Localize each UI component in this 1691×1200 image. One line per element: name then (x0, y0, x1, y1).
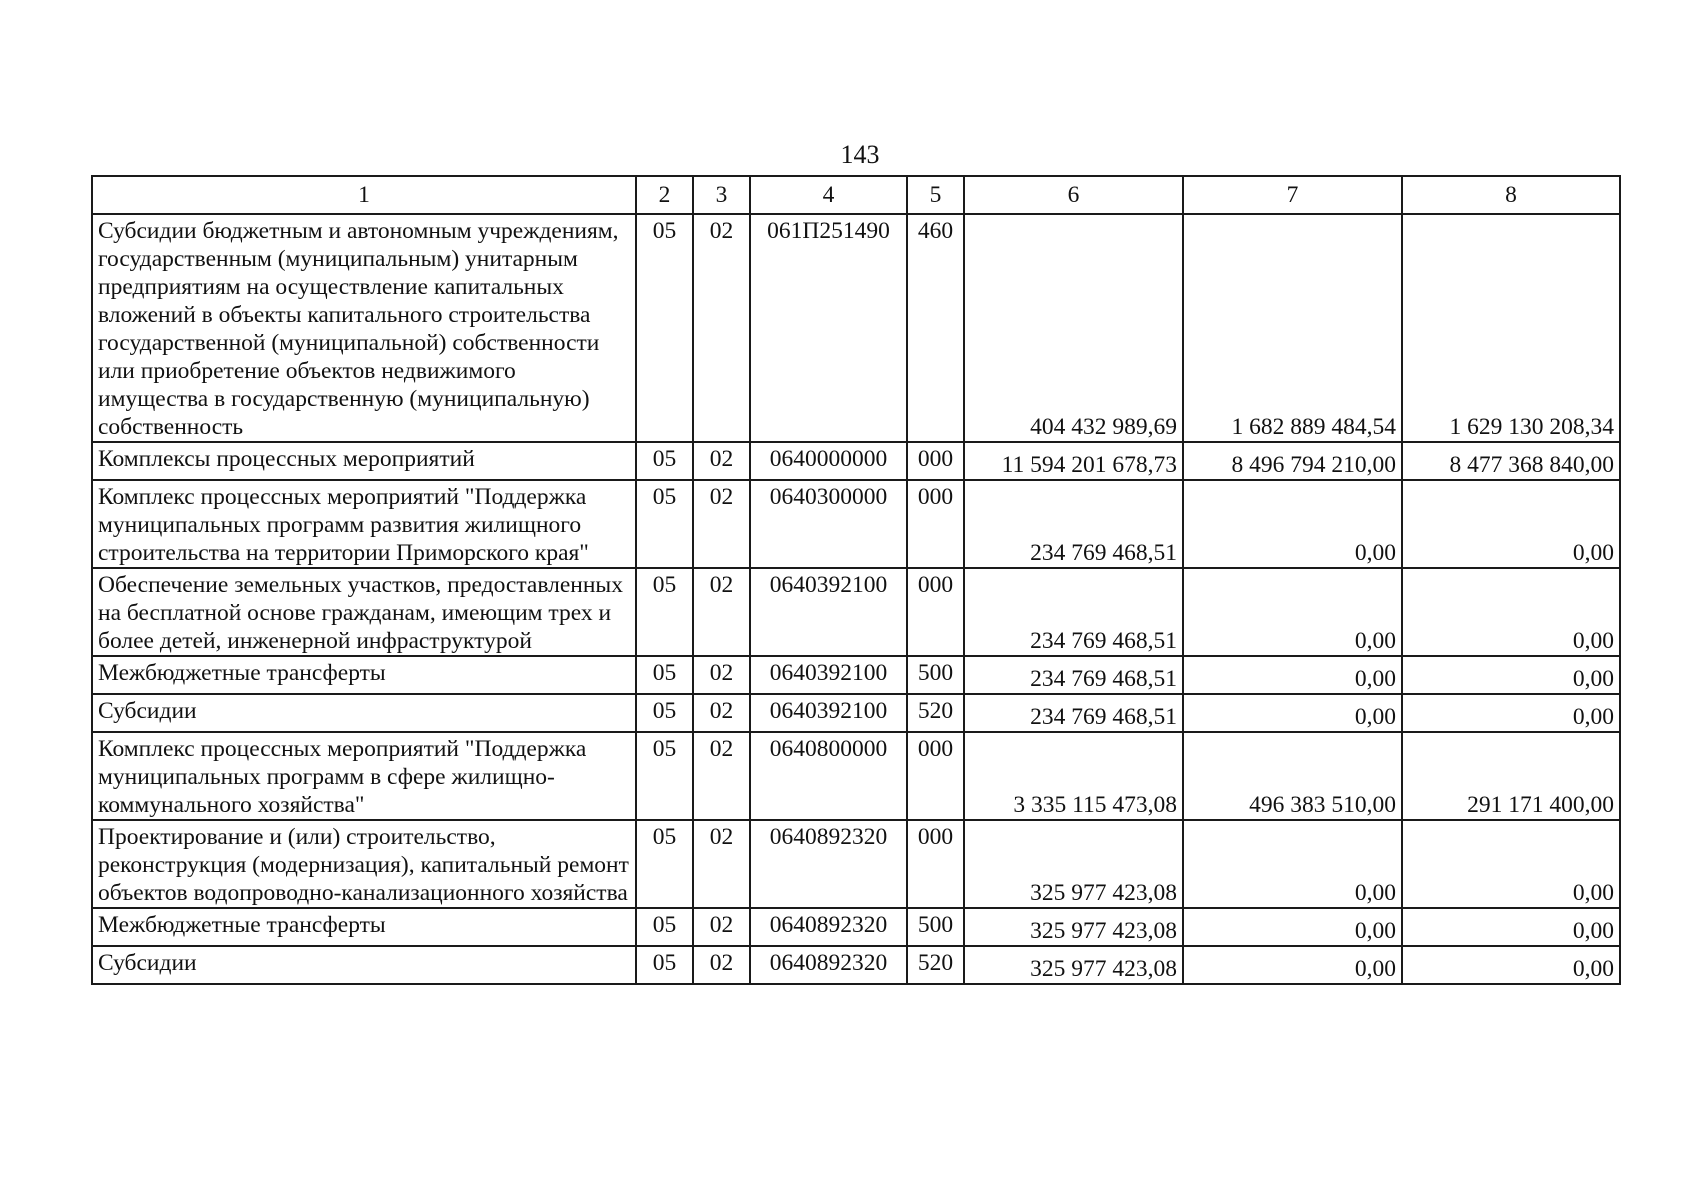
target-article-code: 0640892320 (750, 820, 907, 908)
column-header: 7 (1183, 176, 1402, 214)
row-name: Комплексы процессных мероприятий (92, 442, 636, 480)
table-row (92, 214, 1620, 442)
target-article-code: 0640392100 (750, 568, 907, 656)
subsection-code: 02 (693, 732, 750, 820)
budget-table (91, 175, 1621, 985)
section-code: 05 (636, 946, 693, 984)
target-article-code: 0640392100 (750, 656, 907, 694)
subsection-code: 02 (693, 946, 750, 984)
amount-col-8: 0,00 (1402, 820, 1620, 908)
amount-col-7: 0,00 (1183, 656, 1402, 694)
amount-col-7: 0,00 (1183, 568, 1402, 656)
amount-col-7: 0,00 (1183, 480, 1402, 568)
expense-type-code: 520 (907, 694, 964, 732)
amount-col-6: 234 769 468,51 (964, 656, 1183, 694)
expense-type-code: 520 (907, 946, 964, 984)
section-code: 05 (636, 732, 693, 820)
column-header: 4 (750, 176, 907, 214)
expense-type-code: 000 (907, 732, 964, 820)
amount-col-7: 0,00 (1183, 908, 1402, 946)
table-row (92, 820, 1620, 908)
subsection-code: 02 (693, 214, 750, 442)
amount-col-6: 234 769 468,51 (964, 568, 1183, 656)
target-article-code: 0640800000 (750, 732, 907, 820)
amount-col-8: 0,00 (1402, 656, 1620, 694)
amount-col-8: 0,00 (1402, 480, 1620, 568)
table-row (92, 946, 1620, 984)
subsection-code: 02 (693, 820, 750, 908)
table-row (92, 732, 1620, 820)
column-header: 6 (964, 176, 1183, 214)
target-article-code: 0640392100 (750, 694, 907, 732)
row-name: Субсидии (92, 694, 636, 732)
target-article-code: 0640892320 (750, 908, 907, 946)
amount-col-7: 8 496 794 210,00 (1183, 442, 1402, 480)
amount-col-6: 404 432 989,69 (964, 214, 1183, 442)
table-row (92, 656, 1620, 694)
row-name: Комплекс процессных мероприятий "Поддержка муниципальных программ в сфере жилищно-коммунального хозяйства" (92, 732, 636, 820)
row-name: Субсидии (92, 946, 636, 984)
row-name: Межбюджетные трансферты (92, 908, 636, 946)
table-row (92, 480, 1620, 568)
subsection-code: 02 (693, 480, 750, 568)
amount-col-8: 8 477 368 840,00 (1402, 442, 1620, 480)
section-code: 05 (636, 214, 693, 442)
section-code: 05 (636, 820, 693, 908)
expense-type-code: 000 (907, 442, 964, 480)
row-name: Субсидии бюджетным и автономным учреждениям, государственным (муниципальным) унитарным предприятиям на осуществление капитальных вложений в объекты капитального строительства государственной (муниципальной) собственности или приобретение объектов недвижимого имущества в государственную (муниципальную) собственность (92, 214, 636, 442)
section-code: 05 (636, 568, 693, 656)
column-header: 5 (907, 176, 964, 214)
subsection-code: 02 (693, 908, 750, 946)
amount-col-7: 0,00 (1183, 694, 1402, 732)
expense-type-code: 000 (907, 568, 964, 656)
section-code: 05 (636, 656, 693, 694)
expense-type-code: 500 (907, 656, 964, 694)
amount-col-8: 1 629 130 208,34 (1402, 214, 1620, 442)
table-row (92, 908, 1620, 946)
amount-col-7: 0,00 (1183, 820, 1402, 908)
amount-col-6: 3 335 115 473,08 (964, 732, 1183, 820)
expense-type-code: 000 (907, 480, 964, 568)
amount-col-8: 291 171 400,00 (1402, 732, 1620, 820)
header-row (92, 176, 1620, 214)
amount-col-6: 325 977 423,08 (964, 820, 1183, 908)
subsection-code: 02 (693, 656, 750, 694)
target-article-code: 0640300000 (750, 480, 907, 568)
amount-col-6: 234 769 468,51 (964, 480, 1183, 568)
amount-col-8: 0,00 (1402, 568, 1620, 656)
subsection-code: 02 (693, 568, 750, 656)
amount-col-7: 496 383 510,00 (1183, 732, 1402, 820)
expense-type-code: 460 (907, 214, 964, 442)
row-name: Проектирование и (или) строительство, реконструкция (модернизация), капитальный ремонт объектов водопроводно-канализационного хозяйства (92, 820, 636, 908)
amount-col-7: 1 682 889 484,54 (1183, 214, 1402, 442)
amount-col-8: 0,00 (1402, 946, 1620, 984)
column-header: 3 (693, 176, 750, 214)
section-code: 05 (636, 480, 693, 568)
section-code: 05 (636, 908, 693, 946)
amount-col-7: 0,00 (1183, 946, 1402, 984)
row-name: Обеспечение земельных участков, предоставленных на бесплатной основе гражданам, имеющим трех и более детей, инженерной инфраструктурой (92, 568, 636, 656)
amount-col-6: 325 977 423,08 (964, 908, 1183, 946)
target-article-code: 0640892320 (750, 946, 907, 984)
amount-col-6: 234 769 468,51 (964, 694, 1183, 732)
subsection-code: 02 (693, 442, 750, 480)
table-row (92, 442, 1620, 480)
table-row (92, 568, 1620, 656)
column-header: 1 (92, 176, 636, 214)
amount-col-6: 325 977 423,08 (964, 946, 1183, 984)
page-number: 143 (840, 140, 880, 169)
column-header: 2 (636, 176, 693, 214)
column-header: 8 (1402, 176, 1620, 214)
subsection-code: 02 (693, 694, 750, 732)
target-article-code: 061П251490 (750, 214, 907, 442)
target-article-code: 0640000000 (750, 442, 907, 480)
row-name: Комплекс процессных мероприятий "Поддержка муниципальных программ развития жилищного строительства на территории Приморского края" (92, 480, 636, 568)
expense-type-code: 000 (907, 820, 964, 908)
amount-col-6: 11 594 201 678,73 (964, 442, 1183, 480)
row-name: Межбюджетные трансферты (92, 656, 636, 694)
expense-type-code: 500 (907, 908, 964, 946)
amount-col-8: 0,00 (1402, 908, 1620, 946)
section-code: 05 (636, 442, 693, 480)
table-row (92, 694, 1620, 732)
amount-col-8: 0,00 (1402, 694, 1620, 732)
section-code: 05 (636, 694, 693, 732)
